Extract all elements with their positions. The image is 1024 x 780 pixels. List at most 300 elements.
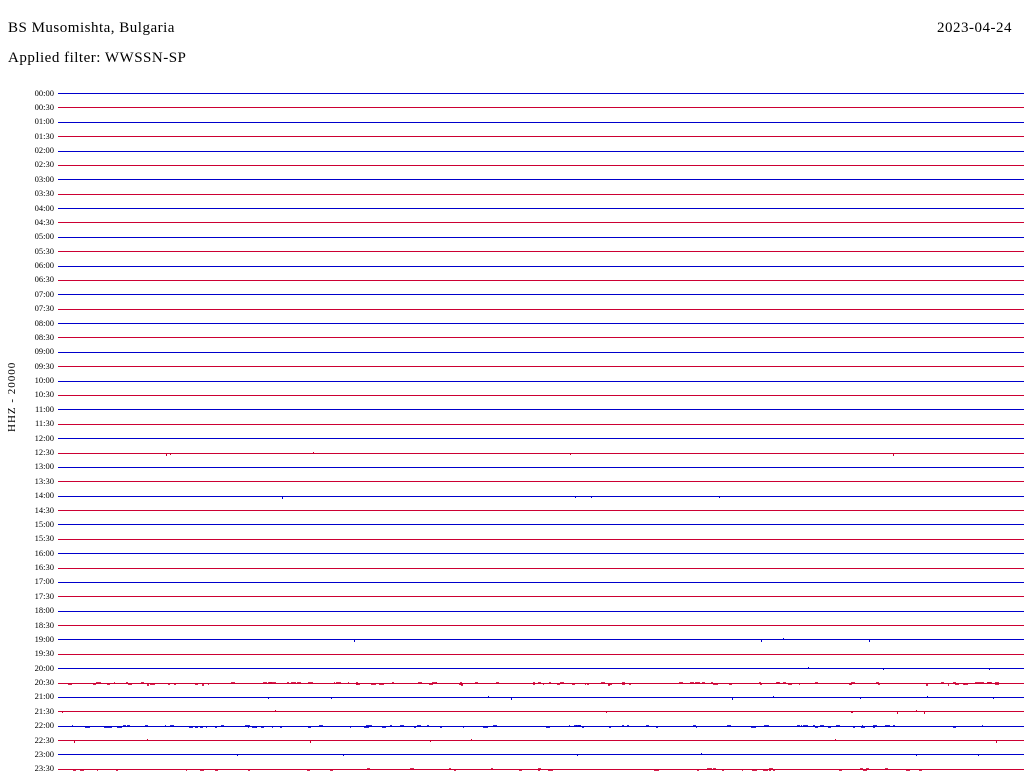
trace-noise [486,726,488,728]
trace-noise [327,683,330,684]
time-tick-label: 10:30 [34,389,54,400]
trace-noise [609,683,610,686]
trace-row [58,446,1024,460]
trace-line [58,740,1024,741]
trace-noise [953,682,956,684]
time-tick-label: 00:00 [34,87,54,98]
trace-noise [926,683,928,686]
trace-noise [195,683,198,685]
trace-noise [777,769,780,770]
trace-speck [719,496,720,498]
time-tick-label: 05:30 [34,245,54,256]
trace-noise [427,725,429,727]
trace-noise [85,726,90,728]
trace-line [58,294,1024,295]
trace-noise [209,683,213,684]
trace-row [58,575,1024,589]
trace-speck [897,712,898,714]
trace-line [58,481,1024,482]
trace-speck [701,753,702,755]
trace-noise [308,726,311,728]
trace-line [58,611,1024,612]
trace-noise [400,725,404,726]
trace-noise [906,769,910,771]
trace-row [58,460,1024,474]
trace-noise [797,725,800,727]
trace-noise [432,682,436,683]
trace-noise [608,683,609,686]
trace-speck [883,668,884,670]
time-tick-label: 07:30 [34,303,54,314]
trace-noise [307,769,309,771]
trace-noise [922,769,923,770]
trace-row [58,273,1024,287]
trace-noise [356,683,361,685]
time-tick-label: 19:30 [34,648,54,659]
trace-noise [496,682,499,684]
trace-noise [663,769,666,770]
time-tick-label: 03:00 [34,173,54,184]
trace-noise [308,682,313,684]
trace-row [58,661,1024,675]
trace-noise [463,726,464,728]
trace-noise [729,683,732,685]
trace-noise [701,769,703,770]
trace-speck [313,452,314,454]
trace-noise [206,726,207,728]
time-tick-label: 01:00 [34,116,54,127]
trace-row [58,215,1024,229]
trace-noise [963,683,965,685]
trace-noise [948,683,949,686]
trace-noise [475,682,478,683]
time-tick-label: 16:00 [34,547,54,558]
trace-row [58,647,1024,661]
trace-noise [104,726,108,728]
trace-speck [591,496,592,498]
trace-line [58,424,1024,425]
trace-noise [141,682,144,684]
trace-noise [170,725,174,727]
trace-noise [291,682,296,683]
time-tick-label: 05:00 [34,231,54,242]
trace-noise [601,682,605,683]
trace-row [58,632,1024,646]
trace-noise [654,769,658,771]
time-tick-label: 15:30 [34,533,54,544]
trace-speck [343,754,344,756]
trace-noise [849,683,851,685]
trace-noise [979,726,982,727]
trace-row [58,388,1024,402]
trace-line [58,654,1024,655]
trace-noise [364,726,369,728]
trace-speck [916,754,917,756]
trace-noise [221,725,224,726]
trace-noise [422,769,426,770]
trace-noise [766,683,770,684]
trace-noise [543,683,544,685]
helicorder-plot [0,76,1024,780]
trace-noise [72,725,73,727]
trace-noise [957,726,962,727]
trace-noise [839,769,842,771]
trace-noise [530,726,533,727]
trace-noise [549,682,551,684]
trace-speck [147,739,148,741]
trace-noise [287,682,289,684]
time-tick-label: 20:30 [34,677,54,688]
trace-noise [367,768,370,769]
trace-noise [252,726,257,728]
trace-speck [732,698,733,700]
trace-speck [993,697,994,699]
trace-noise [341,769,345,770]
time-tick-label: 10:00 [34,375,54,386]
trace-speck [575,496,576,498]
trace-noise [815,726,818,728]
time-tick-label: 12:30 [34,447,54,457]
trace-speck [511,698,512,700]
trace-line [58,726,1024,727]
trace-noise [557,683,560,685]
trace-noise [718,769,719,770]
time-tick-label: 02:00 [34,145,54,156]
trace-noise [527,769,532,770]
trace-noise [93,683,97,685]
trace-row [58,86,1024,100]
trace-noise [390,725,392,727]
trace-line [58,122,1024,123]
trace-speck [924,712,925,714]
applied-filter-label: Applied filter: WWSSN-SP [8,50,187,66]
time-tick-label: 15:00 [34,518,54,529]
trace-line [58,280,1024,281]
trace-speck [331,697,332,699]
trace-noise [519,769,522,771]
trace-row [58,402,1024,416]
trace-line [58,395,1024,396]
time-tick-label: 04:00 [34,202,54,213]
trace-speck [606,711,607,713]
trace-line [58,754,1024,755]
trace-noise [538,769,539,771]
trace-noise [533,682,536,685]
trace-row [58,676,1024,690]
trace-noise [854,769,857,770]
trace-noise [763,769,768,771]
trace-noise [872,769,875,770]
time-tick-label: 18:30 [34,619,54,630]
trace-noise [873,726,876,728]
trace-noise [97,769,98,771]
trace-line [58,208,1024,209]
time-tick-label: 02:30 [34,159,54,170]
trace-row [58,100,1024,114]
trace-speck [74,741,75,743]
trace-noise [245,725,250,727]
trace-noise [752,769,757,771]
trace-noise [708,769,709,770]
trace-noise [698,769,700,771]
time-tick-label: 17:00 [34,576,54,587]
trace-line [58,409,1024,410]
time-tick-label: 20:00 [34,662,54,673]
trace-line [58,309,1024,310]
trace-speck [860,697,861,699]
trace-line [58,136,1024,137]
trace-noise [544,769,546,770]
trace-noise [760,683,761,685]
trace-noise [1012,769,1016,770]
trace-speck [170,453,171,455]
trace-row [58,517,1024,531]
trace-noise [773,769,775,771]
trace-line [58,496,1024,497]
trace-row [58,704,1024,718]
trace-noise [101,683,105,684]
trace-noise [150,683,155,685]
trace-noise [116,769,118,771]
time-tick-label: 11:00 [34,403,54,414]
trace-noise [833,726,834,727]
trace-row [58,431,1024,445]
trace-line [58,553,1024,554]
trace-line [58,625,1024,626]
time-tick-label: 07:00 [34,288,54,299]
trace-noise [627,725,629,727]
trace-noise [392,682,394,684]
trace-noise [450,769,453,770]
trace-line [58,453,1024,454]
trace-noise [713,683,717,685]
trace-noise [622,682,625,685]
time-tick-label: 23:30 [34,763,54,774]
trace-noise [536,683,538,684]
trace-noise [114,682,116,684]
trace-noise [922,726,926,727]
trace-noise [538,682,542,683]
trace-row [58,474,1024,488]
trace-row [58,330,1024,344]
trace-line [58,381,1024,382]
trace-noise [81,726,84,727]
trace-row [58,144,1024,158]
trace-noise [629,683,631,685]
trace-noise [690,682,693,683]
trace-speck [761,640,762,642]
trace-noise [560,682,564,684]
trace-noise [646,725,649,727]
time-tick-label: 01:30 [34,130,54,141]
time-tick-label: 18:00 [34,605,54,616]
trace-noise [546,726,549,728]
trace-noise [863,769,868,771]
trace-noise [795,769,798,770]
trace-noise [656,726,658,728]
trace-row [58,359,1024,373]
time-tick-label: 12:00 [34,432,54,443]
trace-line [58,251,1024,252]
time-tick-label: 00:30 [34,101,54,112]
trace-row [58,561,1024,575]
trace-speck [577,754,578,756]
trace-speck [310,741,311,743]
trace-line [58,366,1024,367]
trace-noise [117,726,122,728]
trace-noise [73,769,76,771]
trace-row [58,532,1024,546]
time-tick-label: 04:30 [34,216,54,227]
time-tick-label: 13:00 [34,461,54,472]
trace-noise [799,683,801,685]
trace-noise [801,725,802,727]
trace-noise [995,682,1000,685]
trace-noise [609,726,611,728]
trace-line [58,179,1024,180]
trace-speck [851,711,852,713]
trace-noise [975,682,980,684]
time-tick-label: 23:00 [34,748,54,759]
trace-noise [641,769,646,770]
trace-noise [418,726,421,727]
trace-noise [822,726,826,727]
trace-noise [563,726,567,727]
time-tick-label: 08:00 [34,317,54,328]
trace-row [58,244,1024,258]
trace-row [58,747,1024,761]
trace-speck [978,754,979,756]
trace-noise [355,726,360,727]
trace-noise [147,683,149,686]
trace-noise [696,726,697,728]
trace-line [58,107,1024,108]
trace-noise [454,769,456,771]
trace-line [58,668,1024,669]
trace-row [58,762,1024,776]
trace-noise [582,726,584,728]
trace-noise [336,682,341,683]
trace-noise [379,683,384,685]
trace-noise [491,768,492,769]
trace-noise [261,726,264,728]
trace-noise [272,726,274,728]
trace-speck [570,453,571,455]
trace-row [58,417,1024,431]
trace-noise [414,726,415,728]
trace-noise [895,769,898,770]
trace-noise [742,769,743,771]
page-title: BS Musomishta, Bulgaria [8,20,175,36]
trace-noise [480,683,482,684]
trace-noise [823,683,827,684]
trace-speck [237,754,238,756]
trace-noise [195,726,199,728]
trace-noise [893,725,896,727]
time-tick-label: 17:30 [34,590,54,601]
trace-noise [702,682,705,684]
time-tick-label: 22:00 [34,720,54,731]
trace-noise [955,769,959,770]
trace-noise [281,683,282,684]
trace-noise [835,683,838,684]
trace-row [58,201,1024,215]
trace-noise [916,769,918,770]
trace-noise [280,726,283,728]
time-tick-label: 03:30 [34,188,54,199]
trace-noise [853,726,854,728]
time-tick-label: 13:30 [34,475,54,486]
trace-noise [274,682,276,684]
trace-noise [200,726,202,728]
trace-noise [815,682,818,684]
trace-speck [354,640,355,642]
date-label: 2023-04-24 [937,20,1012,36]
trace-line [58,568,1024,569]
trace-noise [111,769,115,770]
trace-noise [569,725,570,726]
trace-speck [989,668,990,670]
trace-noise [461,683,463,686]
trace-noise [736,726,740,727]
trace-noise [429,683,433,685]
trace-noise [607,769,612,770]
trace-container [58,76,1024,780]
trace-noise [666,769,669,770]
trace-noise [268,682,271,684]
trace-noise [788,683,792,685]
trace-noise [174,683,176,685]
trace-noise [626,769,627,770]
trace-row [58,733,1024,747]
trace-row [58,719,1024,733]
trace-noise [410,768,414,770]
trace-noise [748,769,751,770]
trace-speck [488,696,489,698]
trace-noise [1008,683,1012,684]
trace-noise [107,683,110,685]
trace-row [58,287,1024,301]
trace-noise [215,726,217,728]
trace-line [58,266,1024,267]
trace-noise [713,768,716,769]
trace-noise [168,683,170,685]
trace-noise [861,726,865,728]
trace-line [58,165,1024,166]
trace-row [58,618,1024,632]
trace-noise [621,726,624,727]
trace-line [58,93,1024,94]
trace-row [58,604,1024,618]
trace-noise [145,725,148,726]
trace-row [58,316,1024,330]
trace-noise [966,726,967,727]
trace-noise [334,682,335,683]
trace-speck [783,638,784,640]
time-tick-label: 19:00 [34,633,54,644]
trace-noise [440,726,442,728]
trace-noise [722,769,724,771]
trace-row [58,158,1024,172]
trace-line [58,711,1024,712]
trace-line [58,323,1024,324]
trace-noise [548,769,553,771]
trace-noise [846,769,849,770]
trace-noise [803,725,808,727]
trace-row [58,259,1024,273]
trace-noise [836,725,840,726]
trace-speck [62,711,63,713]
